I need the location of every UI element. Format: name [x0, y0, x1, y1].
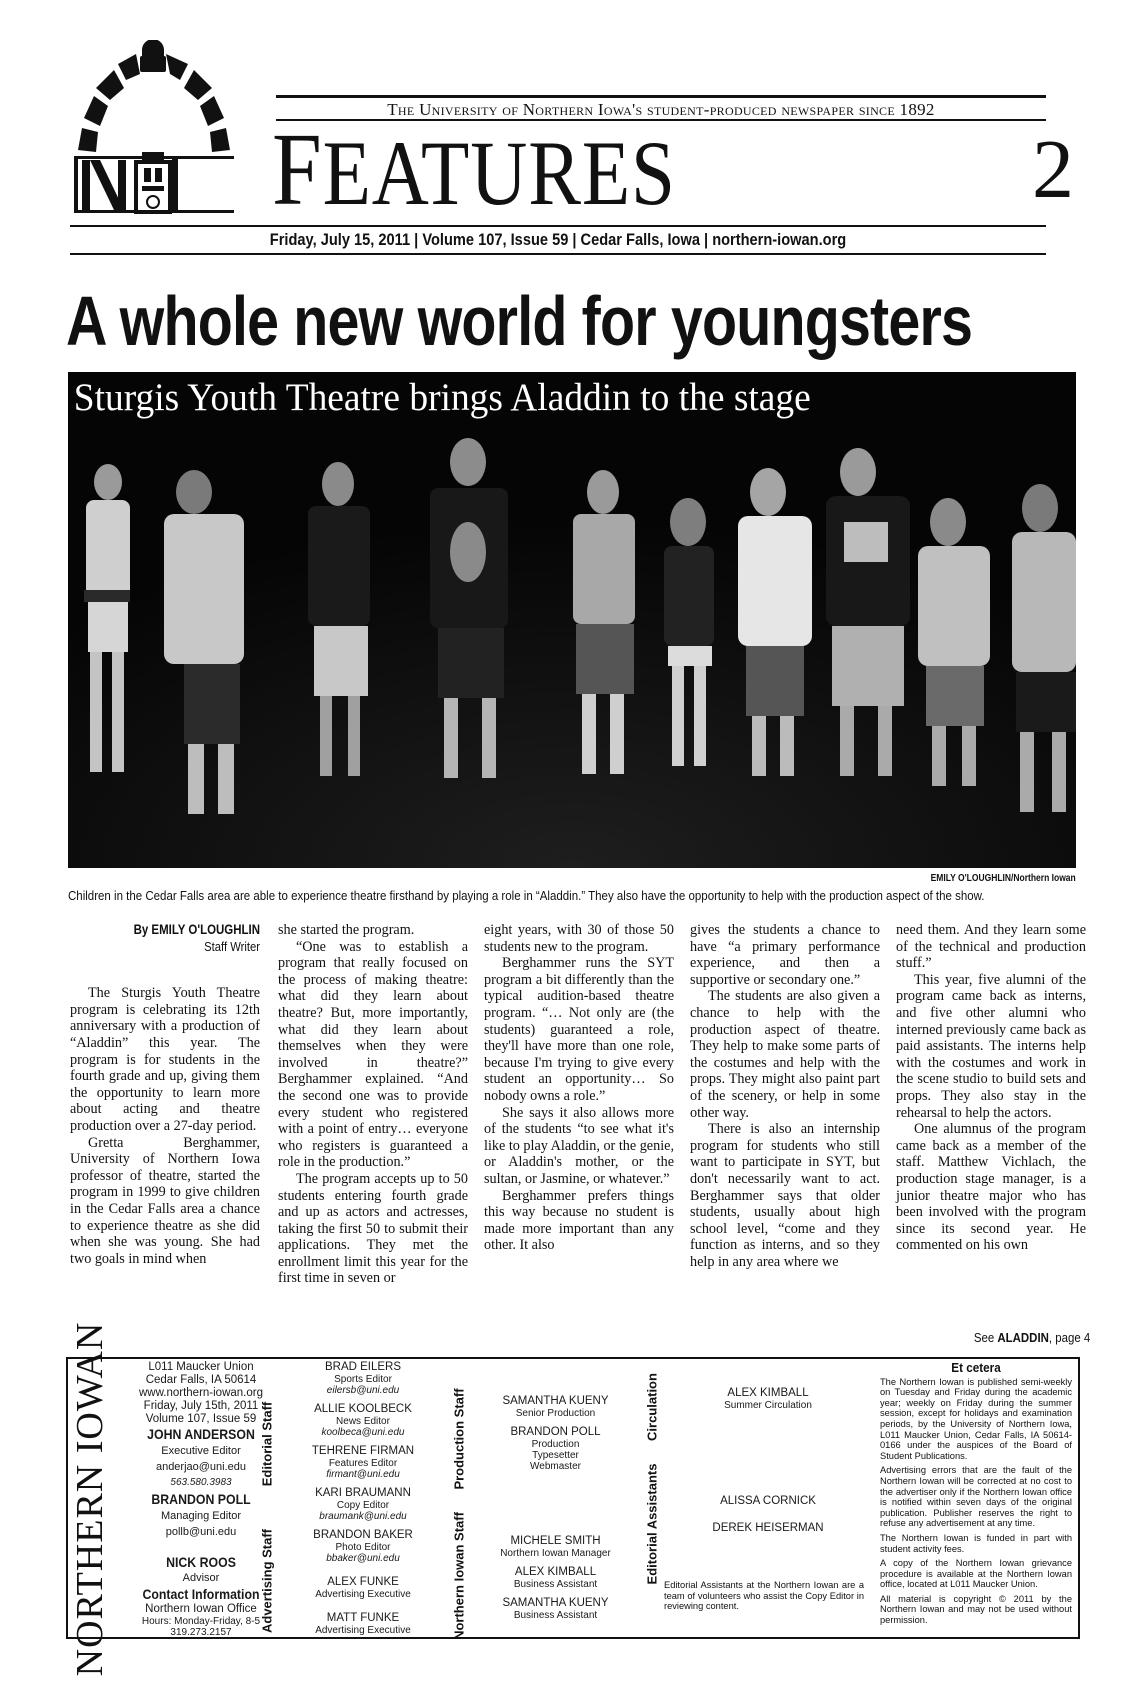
paragraph: eight years, with 30 of those 50 students new to the program. — [484, 922, 674, 955]
production-staff-list — [473, 1395, 638, 1472]
paragraph: need them. And they learn some of the technical and production stuff.” — [896, 922, 1086, 972]
story-headline: A whole new world for youngsters — [66, 282, 973, 360]
staff-role: Northern Iowan Manager — [500, 1548, 611, 1559]
editorial-staff-list — [283, 1361, 443, 1636]
staff-name: MICHELE SMITH — [510, 1535, 601, 1547]
story-subhead: Sturgis Youth Theatre brings Aladdin to the stage — [73, 376, 811, 419]
staff-name: ALEX KIMBALL — [727, 1387, 809, 1399]
article-column-2 — [278, 922, 468, 1287]
paragraph: gives the students a chance to have “a primary performance experience, and then a supportive or secondary one.” — [690, 922, 880, 988]
address-line: Cedar Falls, IA 50614 — [145, 1374, 257, 1386]
paragraph: Gretta Berghammer, University of Northern Iowa professor of theatre, started the program in 1999 to give children in the Cedar Falls area a chance to experience theatre as she did when she was young. She had two goals in mind when — [70, 1134, 260, 1267]
paragraph: There is also an internship program for students who still want to participate in SYT, but don't necessarily want to act. Berghammer says that older students, usually about high school level, “come and they function as interns, and so they help in any area where we — [690, 1121, 880, 1270]
et-cetera-paragraph: All material is copyright © 2011 by the Northern Iowan and may not be used without permission. — [880, 1593, 1072, 1626]
staff-name: JOHN ANDERSON — [147, 1426, 255, 1442]
article-column-5 — [896, 922, 1086, 1254]
staff-name: BRANDON POLL — [510, 1426, 601, 1438]
jump-line[interactable] — [974, 1330, 1090, 1345]
contact-office: Northern Iowan Office — [145, 1603, 257, 1615]
address-line: L011 Maucker Union — [148, 1361, 254, 1373]
byline: By EMILY O'LOUGHLIN — [133, 922, 260, 937]
staff-name: ALEX FUNKE — [327, 1576, 399, 1588]
dateline-bar — [70, 225, 1046, 255]
staff-email[interactable]: eilersb@uni.edu — [326, 1385, 400, 1396]
contact-phone: 319.273.2157 — [170, 1627, 232, 1638]
photo-credit: EMILY O'LOUGHLIN/Northern Iowan — [930, 873, 1076, 884]
paragraph: This year, five alumni of the program came back as interns, and five other alumni who interned previously came back as paid assistants. The interns help with the costumes and work in the scene studio to build sets and props. They also stay in the rehearsal to help the actors. — [896, 971, 1086, 1121]
et-cetera-heading: Et cetera — [951, 1360, 1001, 1375]
staff-role: Advertising Executive — [315, 1625, 411, 1636]
staff-name: ALEX KIMBALL — [514, 1566, 597, 1578]
section-title — [272, 112, 676, 227]
et-cetera-paragraph: A copy of the Northern Iowan grievance procedure is available at the Northern Iowan office, located at L011 Maucker Union. — [880, 1558, 1072, 1590]
paragraph: “One was to establish a program that really focused on the process of making theatre: what did they learn about theatre? But, more importantly, what did they learn about themselves when they were involved in theatre?” Berghammer explained. “And the second one was to provide every student who registered with a point of entry… everyone who registers is guaranteed a role in the production.” — [278, 938, 468, 1171]
staff-name: NICK ROOS — [166, 1554, 236, 1570]
et-cetera-paragraph: The Northern Iowan is published semi-weekly on Tuesday and Friday during the academic year; weekly on Friday during the summer session, except for holidays and examination periods, by the University of Northern Iowa, L011 Maucker Union, Cedar Falls, IA 50614-0166 under the auspices of the Board of Student Publications. — [880, 1376, 1072, 1461]
staff-name: SAMANTHA KUENY — [502, 1597, 609, 1609]
et-cetera-box — [880, 1360, 1072, 1630]
issue-date: Friday, July 15th, 2011 — [143, 1400, 259, 1412]
staff-name: TEHRENE FIRMAN — [311, 1445, 415, 1457]
northern-iowan-staff-list — [473, 1535, 638, 1621]
staff-role: Senior Production — [515, 1408, 596, 1419]
staff-role: Photo Editor — [335, 1542, 391, 1553]
article-body — [70, 922, 1086, 1322]
label-northern-iowan-staff: Northern Iowan Staff — [451, 1512, 467, 1640]
staff-phone: 563.580.3983 — [170, 1477, 232, 1488]
et-cetera-paragraph: The Northern Iowan is funded in part with student activity fees. — [880, 1532, 1072, 1554]
section-title-rest: EATURES — [322, 122, 676, 224]
jump-prefix: See — [973, 1330, 998, 1345]
editorial-assistants-list — [668, 1495, 868, 1535]
clock-tower-arch-icon — [74, 40, 254, 215]
paragraph: The program accepts up to 50 students entering fourth grade and up as actors and actresses, taking the first 50 to submit their applications. They met the enrollment limit this year for the first time in seven or — [278, 1170, 468, 1287]
paragraph: Berghammer runs the SYT program a bit differently than the typical audition-based theatre program. “… Not only are (the students) guaranteed a role, they'll have more than one role, because I'm trying to give every student an opportunity… So nobody owns a role.” — [484, 955, 674, 1104]
staff-name: BRAD EILERS — [324, 1361, 402, 1373]
story-photo — [68, 372, 1076, 868]
contact-hours: Hours: Monday-Friday, 8-5 — [141, 1616, 261, 1627]
staff-role: Business Assistant — [513, 1610, 598, 1621]
vertical-nameplate-text: NORTHERN IOWAN — [69, 1321, 111, 1677]
staff-name: SAMANTHA KUENY — [502, 1395, 609, 1407]
jump-keyword: ALADDIN — [997, 1330, 1049, 1345]
staff-email[interactable]: anderjao@uni.edu — [155, 1461, 247, 1473]
paragraph: The Sturgis Youth Theatre program is celebrating its 12th anniversary with a production of “Aladdin” this year. The program is for students in the fourth grade and up, giving them the opportunity to learn more about acting and theatre production over a 27-day period. — [70, 985, 260, 1134]
photo-cutline: Children in the Cedar Falls area are able to experience theatre firsthand by playing a role in “Aladdin.” They also have the opportunity to help with the production aspect of the show. — [68, 889, 985, 903]
label-editorial-staff: Editorial Staff — [259, 1401, 275, 1487]
dateline: Friday, July 15, 2011 | Volume 107, Issue 59 | Cedar Falls, Iowa | northern-iowan.org — [269, 230, 847, 249]
label-advertising-staff: Advertising Staff — [259, 1528, 275, 1634]
circulation-list — [668, 1387, 868, 1411]
staff-email[interactable]: firmant@uni.edu — [326, 1469, 400, 1480]
staff-name: DEREK HEISERMAN — [712, 1522, 824, 1534]
staff-email[interactable]: braumank@uni.edu — [319, 1511, 407, 1522]
vertical-nameplate — [69, 1321, 111, 1677]
label-production-staff: Production Staff — [451, 1388, 467, 1490]
website[interactable]: www.northern-iowan.org — [138, 1387, 263, 1399]
staff-role: Typesetter — [532, 1450, 579, 1461]
staff-role: Managing Editor — [160, 1510, 242, 1522]
staff-name: BRANDON POLL — [151, 1491, 251, 1507]
ni-logo — [74, 40, 254, 215]
label-circulation: Circulation — [644, 1373, 660, 1441]
editorial-assistants-note: Editorial Assistants at the Northern Iowan are a team of volunteers who assist the Copy Editor in reviewing content. — [664, 1580, 864, 1612]
paragraph: Berghammer prefers things this way because no student is made more important than any other. It also — [484, 1187, 674, 1254]
byline-role: Staff Writer — [204, 939, 260, 954]
et-cetera-paragraph: Advertising errors that are the fault of the Northern Iowan will be corrected at no cost to the advertiser only if the Northern Iowan office is notified within seven days of the original publication. Publisher reserves the right to refuse any advertisement at any time. — [880, 1465, 1072, 1529]
label-editorial-assistants: Editorial Assistants — [644, 1463, 660, 1585]
staff-role: Sports Editor — [334, 1374, 392, 1385]
staff-name: BRANDON BAKER — [313, 1529, 413, 1541]
staff-role: Summer Circulation — [724, 1400, 812, 1411]
issue-volume: Volume 107, Issue 59 — [145, 1413, 257, 1425]
staff-name: KARI BRAUMANN — [315, 1487, 411, 1499]
staff-role: News Editor — [336, 1416, 390, 1427]
article-column-3 — [484, 922, 674, 1254]
staff-role: Advertising Executive — [315, 1589, 411, 1600]
paragraph: She says it also allows more of the students “to see what it's like to play Aladdin, or the genie, or Aladdin's mother, or the sultan, or Jasmine, or whatever.” — [484, 1104, 674, 1187]
newspaper-tagline: The University of Northern Iowa's student-produced newspaper since 1892 — [387, 100, 935, 119]
staff-role: Production — [531, 1439, 580, 1450]
staff-email[interactable]: koolbeca@uni.edu — [321, 1427, 405, 1438]
page-number: 2 — [1032, 123, 1074, 216]
staff-role: Business Assistant — [513, 1579, 598, 1590]
staff-role: Advisor — [182, 1572, 220, 1584]
section-title-initial: F — [272, 112, 323, 227]
contact-heading: Contact Information — [142, 1586, 260, 1602]
jump-suffix: , page 4 — [1048, 1330, 1090, 1345]
staff-name: ALLIE KOOLBECK — [314, 1403, 412, 1415]
staff-role: Features Editor — [328, 1458, 398, 1469]
staff-role: Copy Editor — [336, 1500, 390, 1511]
paragraph: she started the program. — [278, 922, 415, 938]
staff-name: ALISSA CORNICK — [720, 1495, 816, 1507]
theatre-kids-photo — [68, 372, 1076, 868]
staff-role: Webmaster — [530, 1461, 581, 1472]
paragraph: One alumnus of the program came back as a member of the staff. Matthew Vichlach, the production stage manager, is a junior theatre major who has been involved with the program since its second year. He commented on his own — [896, 1121, 1086, 1254]
article-column-4 — [690, 922, 880, 1270]
article-column-1 — [70, 922, 260, 1267]
staff-role: Executive Editor — [161, 1445, 241, 1457]
staff-email[interactable]: bbaker@uni.edu — [326, 1553, 400, 1564]
staff-name: MATT FUNKE — [326, 1612, 400, 1624]
staff-email[interactable]: pollb@uni.edu — [165, 1526, 237, 1538]
paragraph: The students are also given a chance to help with the production aspect of theatre. They help to make some parts of the costumes and help with the props. They might also paint part of the scenery, or help in some other way. — [690, 988, 880, 1121]
